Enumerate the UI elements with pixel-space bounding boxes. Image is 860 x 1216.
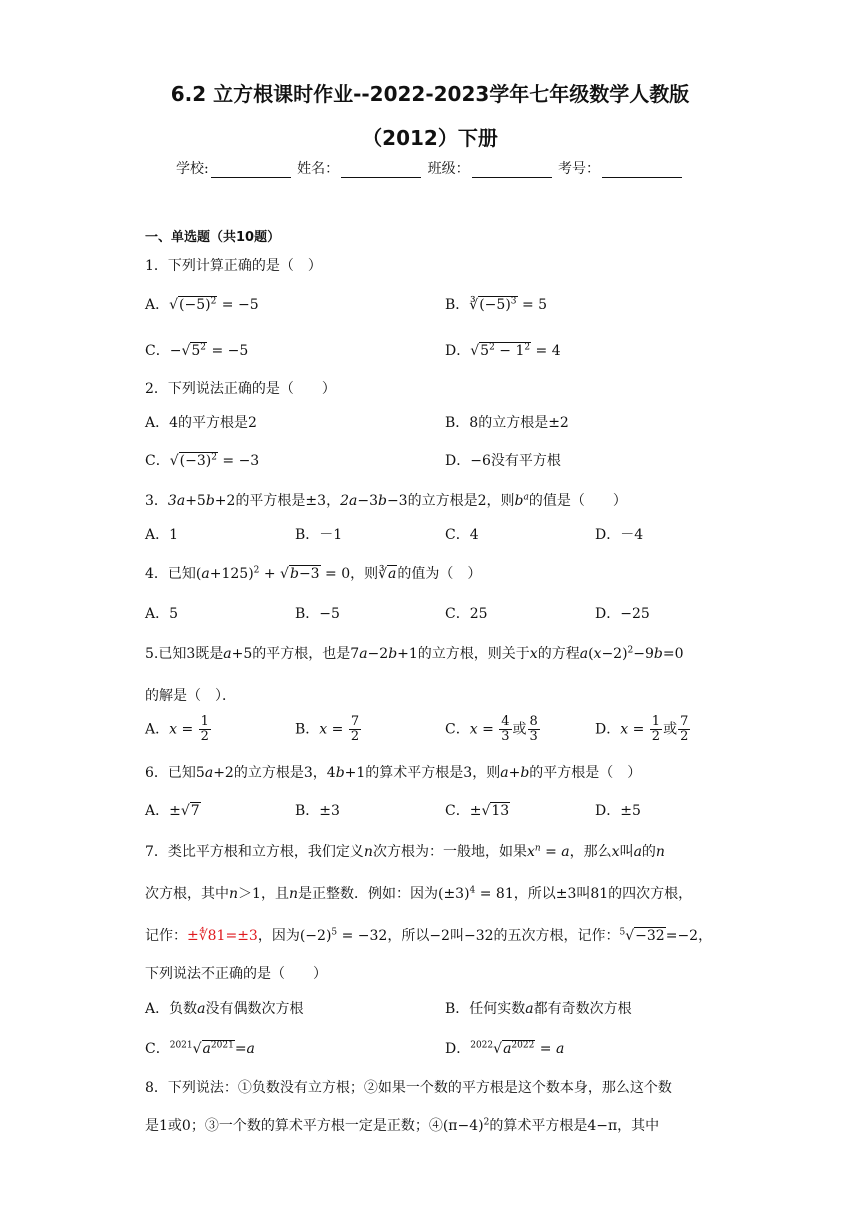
question-7-line-2: 次方根，其中n＞1，且n是正整数．例如：因为$(\pm 3)^4 = 81$，所以±3叫81的四次方根， [145, 885, 693, 902]
question-2-stem: 2．下列说法正确的是（ ） [145, 381, 336, 397]
question-3-stem: 3．3a+5b+2的平方根是±3，2a−3b−3的立方根是2，则$b^a$的值是（ ） [145, 492, 627, 509]
q4-option-c[interactable]: C．25 [445, 606, 488, 622]
q2-option-b[interactable]: B．8的立方根是±2 [445, 415, 569, 431]
q6-option-d[interactable]: D．±5 [595, 803, 641, 819]
q3-option-a[interactable]: A．1 [145, 527, 179, 543]
q5-option-c[interactable]: C．x = $\frac{4}{3}$ 或 $\frac{8}{3}$ [445, 714, 538, 744]
q7-option-b[interactable]: B．任何实数a都有奇数次方根 [445, 1001, 632, 1017]
school-label: 学校: [175, 161, 209, 177]
name-label: 姓名： [297, 161, 340, 177]
question-7-line-3: 记作：±∜81=±3，因为$(-2)^5 = -32$，所以−2叫−32的五次方根，记作：$^5$√−32=−2， [145, 927, 713, 944]
question-1-stem: 1．下列计算正确的是（ ） [145, 258, 322, 274]
class-blank[interactable] [472, 163, 552, 178]
q1-option-b-label: B． [445, 297, 470, 313]
q4-option-a[interactable]: A．5 [145, 606, 179, 622]
q3-option-d[interactable]: D．－4 [595, 527, 644, 543]
q7-red-example: ±∜81=±3 [187, 928, 258, 944]
q5-option-a[interactable]: A．x = $\frac{1}{2}$ [145, 714, 209, 744]
q7-option-d[interactable]: D．$^{2022}√a^{2022} = a$ [445, 1040, 565, 1057]
class-label: 班级： [427, 161, 470, 177]
title-line-2: （2012）下册 [362, 126, 498, 150]
question-6-stem: 6．已知5a+2的立方根是3，4b+1的算术平方根是3，则a+b的平方根是（ ） [145, 765, 642, 781]
q1-option-b[interactable]: B．$∛(-5)^3 = 5$ [445, 296, 548, 313]
q7-option-a[interactable]: A．负数a没有偶数次方根 [145, 1001, 304, 1017]
q1-option-c[interactable]: C．$-√5^2 = -5$ [145, 342, 249, 359]
section-title: 一、单选题（共10题） [145, 230, 281, 245]
q1-option-a-label: A． [145, 297, 170, 313]
question-4-stem: 4．已知$(a+125)^2 + √b-3 = 0$，则∛a的值为（ ） [145, 565, 482, 582]
q2-option-d[interactable]: D．−6没有平方根 [445, 453, 561, 469]
q1-option-a[interactable]: A．$√(-5)^2 = -5$ [145, 296, 259, 313]
school-blank[interactable] [211, 163, 291, 178]
q6-option-a[interactable]: A．±√7 [145, 803, 200, 819]
exam-number-blank[interactable] [602, 163, 682, 178]
exam-number-label: 考号： [558, 161, 601, 177]
question-8-line-1: 8．下列说法：①负数没有立方根；②如果一个数的平方根是这个数本身，那么这个数 [145, 1080, 672, 1096]
q5-option-b[interactable]: B．x = $\frac{7}{2}$ [295, 714, 360, 744]
q6-option-b[interactable]: B．±3 [295, 803, 340, 819]
q2-option-a[interactable]: A．4的平方根是2 [145, 415, 257, 431]
q2-option-c[interactable]: C．$√(-3)^2 = -3$ [145, 452, 260, 469]
q3-option-c[interactable]: C．4 [445, 527, 479, 543]
student-info-row [0, 158, 860, 178]
q1-option-d-label: D． [445, 343, 471, 359]
q3-option-b[interactable]: B．－1 [295, 527, 343, 543]
q1-option-c-label: C． [145, 343, 170, 359]
title-line-1: 6.2 立方根课时作业--2022-2023学年七年级数学人教版 [170, 82, 690, 106]
question-7-line-4: 下列说法不正确的是（ ） [145, 966, 327, 982]
q6-option-c[interactable]: C．±√13 [445, 803, 510, 819]
q5-option-d[interactable]: D．x = $\frac{1}{2}$ 或 $\frac{7}{2}$ [595, 714, 689, 744]
name-blank[interactable] [341, 163, 421, 178]
q4-option-b[interactable]: B．−5 [295, 606, 340, 622]
question-5-line-1: 5.已知3既是a+5的平方根，也是7a−2b+1的立方根，则关于x的方程$a(x-2)^2-9b=0$ [145, 645, 684, 662]
q7-option-c[interactable]: C．$^{2021}√a^{2021}=a$ [145, 1040, 255, 1057]
question-7-line-1: 7．类比平方根和立方根，我们定义n次方根为：一般地，如果$x^n = a$，那么x叫a的n [145, 843, 665, 860]
question-8-line-2: 是1或0；③一个数的算术平方根一定是正数；$④(\pi-4)^2$的算术平方根是4−π，其中 [145, 1117, 660, 1134]
question-5-line-2: 的解是（ ）． [145, 688, 236, 704]
q2-option-c-label: C． [145, 453, 170, 469]
q1-option-d[interactable]: D．$√5^2 - 1^2 = 4$ [445, 342, 561, 359]
q4-option-d[interactable]: D．−25 [595, 606, 650, 622]
